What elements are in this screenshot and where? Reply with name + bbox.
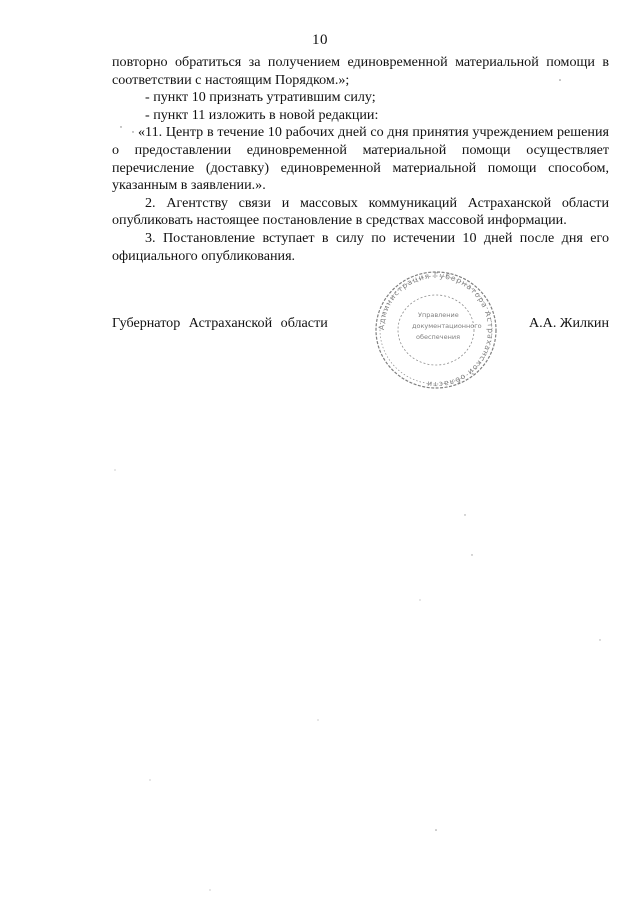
paragraph-item-11-text: «11. Центр в течение 10 рабочих дней со дня принятия учреждением решения о предоставлении единовременной материальной помощи осуществляет перечисление (доставку) единовременной материальной помощи способом, указанным в заявлении.». [112,124,609,194]
svg-text:Администрация Губернатора Астр [377,271,495,389]
stamp-center-line-2: документационного [412,322,482,330]
paragraph-item-10: - пункт 10 признать утратившим силу; [145,89,376,106]
paragraph-item-11: - пункт 11 изложить в новой редакции: [145,106,379,123]
signature-block [112,315,609,339]
stamp-center-line-3: обеспечения [416,333,461,341]
stamp-center-line-1: Управление [418,311,459,319]
document-body [112,54,609,265]
page-number: 10 [312,32,328,48]
signatory-title: Губернатор Астраханской области [112,315,328,331]
paragraph-section-2: 2. Агентству связи и массовых коммуникаций Астраханской области опубликовать настоящее постановление в средствах массовой информации. [112,194,609,229]
paragraph-continuation: повторно обратиться за получением единовременной материальной помощи в соответствии с настоящим Порядком.»; [112,54,609,88]
signatory-name: А.А. Жилкин [528,315,609,331]
stamp-ring-text: Администрация Губернатора Астраханской области [376,270,496,390]
official-seal-stamp [366,265,506,395]
paragraph-section-3: 3. Постановление вступает в силу по истечении 10 дней после дня его официального опубликования. [112,229,609,264]
